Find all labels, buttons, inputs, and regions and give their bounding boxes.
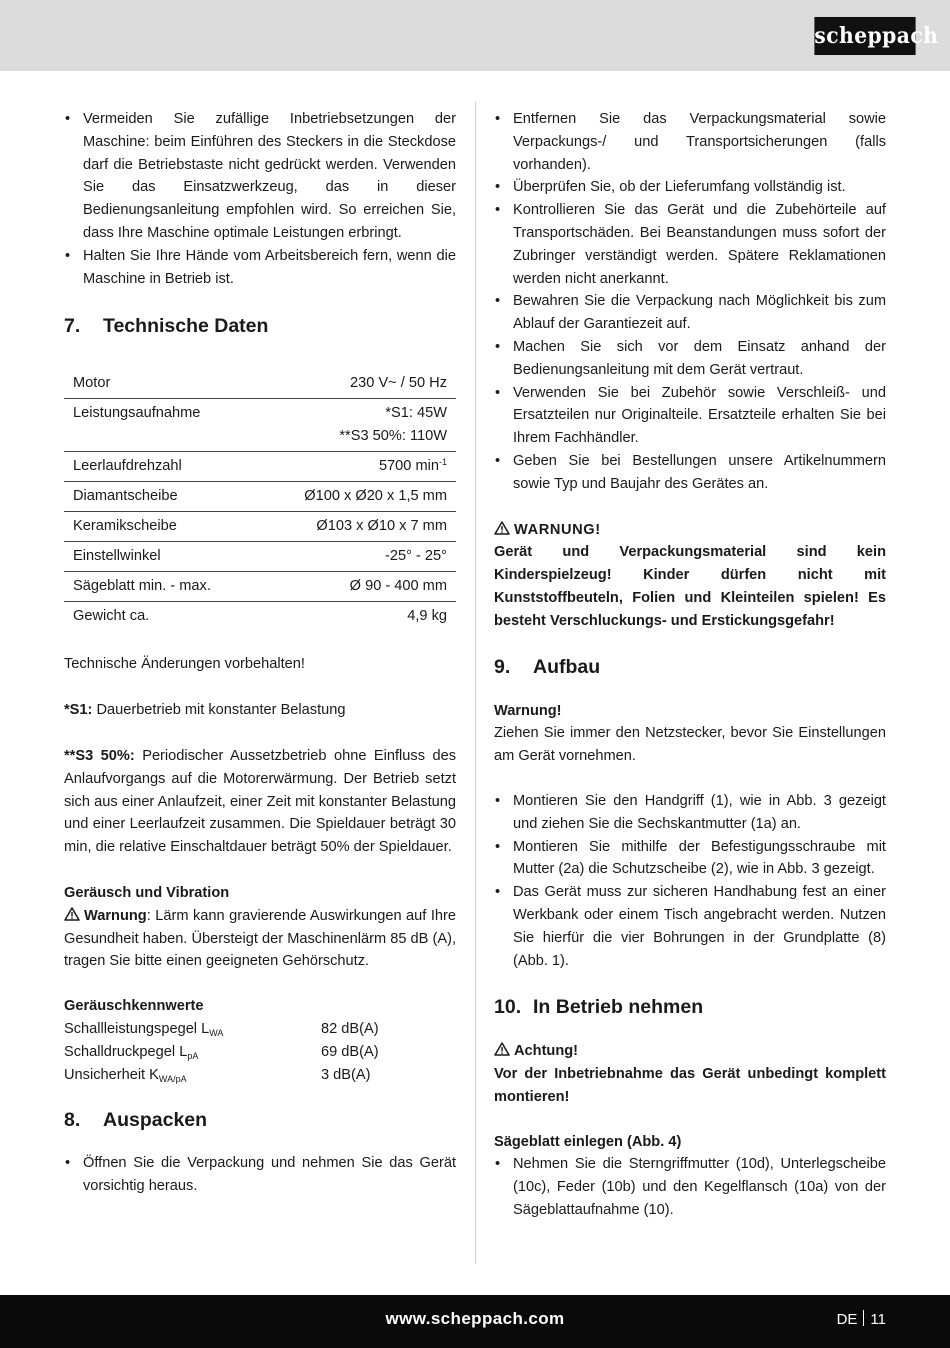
spec-value: -25° - 25° bbox=[385, 548, 447, 565]
noise-values-heading: Geräuschkennwerte bbox=[64, 998, 204, 1015]
language-code: DE bbox=[836, 1311, 858, 1328]
noise-label-text: Schallleistungspegel L bbox=[64, 1020, 210, 1037]
s3-note bbox=[64, 745, 456, 859]
spec-value bbox=[257, 452, 456, 482]
list-item: • Machen Sie sich vor dem Einsatz anhand der Bedienungsanleitung mit dem Gerät vertraut. bbox=[494, 336, 886, 382]
page-footer bbox=[0, 1295, 950, 1348]
table-row bbox=[64, 452, 456, 482]
spec-value: 230 V~ / 50 Hz bbox=[350, 375, 447, 392]
noise-warning-label: Warnung bbox=[84, 907, 147, 924]
noise-value-label bbox=[64, 1064, 321, 1087]
section-number: 10. bbox=[494, 996, 522, 1019]
warning-triangle-icon bbox=[494, 521, 510, 535]
table-row bbox=[64, 542, 456, 572]
list-item: • Vermeiden Sie zufällige Inbetriebsetzungen der Maschine: beim Einführen des Steckers in die Steckdose darf die Betriebstaste nicht gedrückt werden. Verwenden Sie das Einsatzwerkzeug, das in dieser Bedienungsanleitung empfohlen wird. So erreichen Sie, dass Ihre Maschine optimale Leistungen erbringt. bbox=[64, 108, 456, 245]
table-row bbox=[64, 482, 456, 512]
saegeblatt-heading: Sägeblatt einlegen (Abb. 4) bbox=[494, 1133, 682, 1150]
section-title: Auspacken bbox=[103, 1109, 208, 1132]
list-item: • Kontrollieren Sie das Gerät und die Zubehörteile auf Transportschäden. Bei Beanstandungen muss sofort der Zubringer verständigt werden. Spätere Reklamationen werden nicht anerkannt. bbox=[494, 199, 886, 290]
noise-value: 82 dB(A) bbox=[321, 1020, 379, 1037]
list-item: • Halten Sie Ihre Hände vom Arbeitsbereich fern, wenn die Maschine in Betrieb ist. bbox=[64, 245, 456, 291]
spec-value-line: *S1: 45W bbox=[385, 405, 447, 422]
table-row bbox=[64, 399, 456, 452]
noise-value-label bbox=[64, 1018, 321, 1041]
section-heading-auspacken bbox=[64, 1107, 456, 1133]
list-item: • Verwenden Sie bei Zubehör sowie Verschleiß- und Ersatzteilen nur Originalteile. Ersatzteile erhalten Sie bei Ihrem Fachhändler. bbox=[494, 382, 886, 450]
unpack-bullet-list bbox=[64, 1152, 456, 1198]
list-item: • Geben Sie bei Bestellungen unsere Artikelnummern sowie Typ und Baujahr des Gerätes an. bbox=[494, 450, 886, 496]
spec-value-text: 5700 min bbox=[378, 458, 439, 475]
noise-warning bbox=[64, 905, 456, 973]
aufbau-warning-title: Warnung! bbox=[494, 702, 562, 719]
spec-value bbox=[257, 399, 456, 452]
list-item: • Öffnen Sie die Verpackung und nehmen Sie das Gerät vorsichtig heraus. bbox=[64, 1152, 456, 1198]
page-separator bbox=[863, 1310, 864, 1326]
s3-label: **S3 50%: bbox=[64, 747, 135, 764]
section-heading-technische-daten bbox=[64, 313, 456, 339]
achtung-title bbox=[494, 1040, 886, 1063]
section-title: Technische Daten bbox=[103, 315, 269, 338]
s1-label: *S1: bbox=[64, 702, 93, 719]
intro-bullet-list bbox=[64, 108, 456, 290]
noise-label-subscript: WA/pA bbox=[158, 1073, 187, 1084]
noise-values-list bbox=[64, 1018, 456, 1086]
spec-value: Ø100 x Ø20 x 1,5 mm bbox=[304, 488, 447, 505]
table-row bbox=[64, 369, 456, 399]
noise-label-subscript: WA bbox=[209, 1027, 224, 1038]
website-link[interactable]: www.scheppach.com bbox=[385, 1309, 565, 1328]
spec-label: Sägeblatt min. - max. bbox=[73, 578, 211, 595]
section-heading-aufbau bbox=[494, 654, 886, 680]
section-title: Aufbau bbox=[533, 655, 601, 678]
right-column bbox=[494, 108, 886, 1222]
column-divider bbox=[475, 102, 476, 1264]
table-row bbox=[64, 512, 456, 542]
aufbau-bullet-list bbox=[494, 790, 886, 972]
list-item: • Entfernen Sie das Verpackungsmaterial sowie Verpackungs-/ und Transportsicherungen (falls vorhanden). bbox=[494, 108, 886, 176]
spec-value: Ø 90 - 400 mm bbox=[349, 578, 447, 595]
noise-warning-text: : Lärm kann gravierende Auswirkungen auf Ihre Gesundheit haben. Übersteigt der Maschinenlärm 85 dB (A), tragen Sie bitte einen geeigneten Gehörschutz. bbox=[64, 907, 456, 970]
s1-note bbox=[64, 699, 456, 722]
s1-text: Dauerbetrieb mit konstanter Belastung bbox=[92, 702, 346, 719]
achtung-title-text: Achtung! bbox=[514, 1043, 579, 1060]
warning-title bbox=[494, 519, 886, 542]
section-number: 8. bbox=[64, 1109, 81, 1132]
spec-value-line: **S3 50%: 110W bbox=[339, 428, 447, 445]
aufbau-warning-text: Ziehen Sie immer den Netzstecker, bevor Sie Einstellungen am Gerät vornehmen. bbox=[494, 725, 886, 765]
s3-text: Periodischer Aussetzbetrieb ohne Einfluss des Anlaufvorgangs auf die Motorerwärmung. Der Betrieb setzt sich aus einer Anlaufzeit, einer Zeit mit konstanter Belastung und einer Leerlaufzeit zusammen. Die Spieldauer beträgt 30 min, die relative Einschaltdauer beträgt 50% der Spieldauer. bbox=[64, 747, 456, 856]
section-heading-in-betrieb-nehmen bbox=[494, 994, 886, 1020]
spec-label: Leerlaufdrehzahl bbox=[73, 458, 182, 475]
noise-heading: Geräusch und Vibration bbox=[64, 884, 230, 901]
noise-label-text: Unsicherheit K bbox=[64, 1066, 159, 1083]
list-item: • Nehmen Sie die Sterngriffmutter (10d), Unterlegscheibe (10c), Feder (10b) und den Kegelflansch (10a) von der Sägeblattaufnahme (10). bbox=[494, 1153, 886, 1221]
spec-value: Ø103 x Ø10 x 7 mm bbox=[316, 518, 447, 535]
noise-value: 69 dB(A) bbox=[321, 1043, 379, 1060]
section-number: 7. bbox=[64, 315, 81, 338]
noise-label-subscript: pA bbox=[187, 1050, 199, 1061]
list-item: • Montieren Sie mithilfe der Befestigungsschraube mit Mutter (2a) die Schutzscheibe (2), wie in Abb. 3 gezeigt. bbox=[494, 836, 886, 882]
page-number: 11 bbox=[870, 1311, 886, 1328]
warning-title-text: WARNUNG! bbox=[514, 521, 601, 538]
spec-label: Keramikscheibe bbox=[73, 518, 177, 535]
section-title: In Betrieb nehmen bbox=[533, 996, 704, 1019]
spec-label: Diamantscheibe bbox=[73, 488, 178, 505]
list-item: • Das Gerät muss zur sicheren Handhabung fest an einer Werkbank oder einem Tisch angebracht werden. Nutzen Sie hierfür die vier Bohrungen in der Grundplatte (8) (Abb. 1). bbox=[494, 881, 886, 972]
page-indicator bbox=[837, 1309, 886, 1332]
table-row bbox=[64, 602, 456, 632]
list-item: • Bewahren Sie die Verpackung nach Möglichkeit bis zum Ablauf der Garantiezeit auf. bbox=[494, 290, 886, 336]
section-number: 9. bbox=[494, 655, 511, 678]
warning-triangle-icon bbox=[64, 907, 80, 921]
spec-value-superscript: -1 bbox=[438, 457, 447, 468]
noise-value-label bbox=[64, 1041, 321, 1064]
table-row bbox=[64, 572, 456, 602]
achtung-text: Vor der Inbetriebnahme das Gerät unbedingt komplett montieren! bbox=[494, 1066, 886, 1105]
spec-label: Leistungsaufnahme bbox=[73, 405, 201, 422]
spec-table bbox=[64, 369, 456, 631]
spec-value: 4,9 kg bbox=[407, 608, 447, 625]
noise-label-text: Schalldruckpegel L bbox=[64, 1043, 188, 1060]
list-item: • Montieren Sie den Handgriff (1), wie in Abb. 3 gezeigt und ziehen Sie die Sechskantmutter (1a) an. bbox=[494, 790, 886, 836]
unpack-continued-bullet-list bbox=[494, 108, 886, 496]
changes-note: Technische Änderungen vorbehalten! bbox=[64, 656, 305, 673]
left-column bbox=[64, 108, 456, 1198]
spec-label: Gewicht ca. bbox=[73, 608, 150, 625]
brand-logo: scheppach bbox=[814, 17, 915, 55]
warning-triangle-icon bbox=[494, 1042, 510, 1056]
saegeblatt-bullet-list bbox=[494, 1153, 886, 1221]
spec-label: Motor bbox=[73, 375, 111, 392]
warning-text: Gerät und Verpackungsmaterial sind kein Kinderspielzeug! Kinder dürfen nicht mit Kunststoffbeuteln, Folien und Kleinteilen spielen! Es besteht Verschluckungs- und Erstickungsgefahr! bbox=[494, 544, 886, 629]
list-item: • Überprüfen Sie, ob der Lieferumfang vollständig ist. bbox=[494, 176, 886, 199]
page-header bbox=[0, 0, 950, 71]
spec-label: Einstellwinkel bbox=[73, 548, 161, 565]
noise-value: 3 dB(A) bbox=[321, 1066, 371, 1083]
